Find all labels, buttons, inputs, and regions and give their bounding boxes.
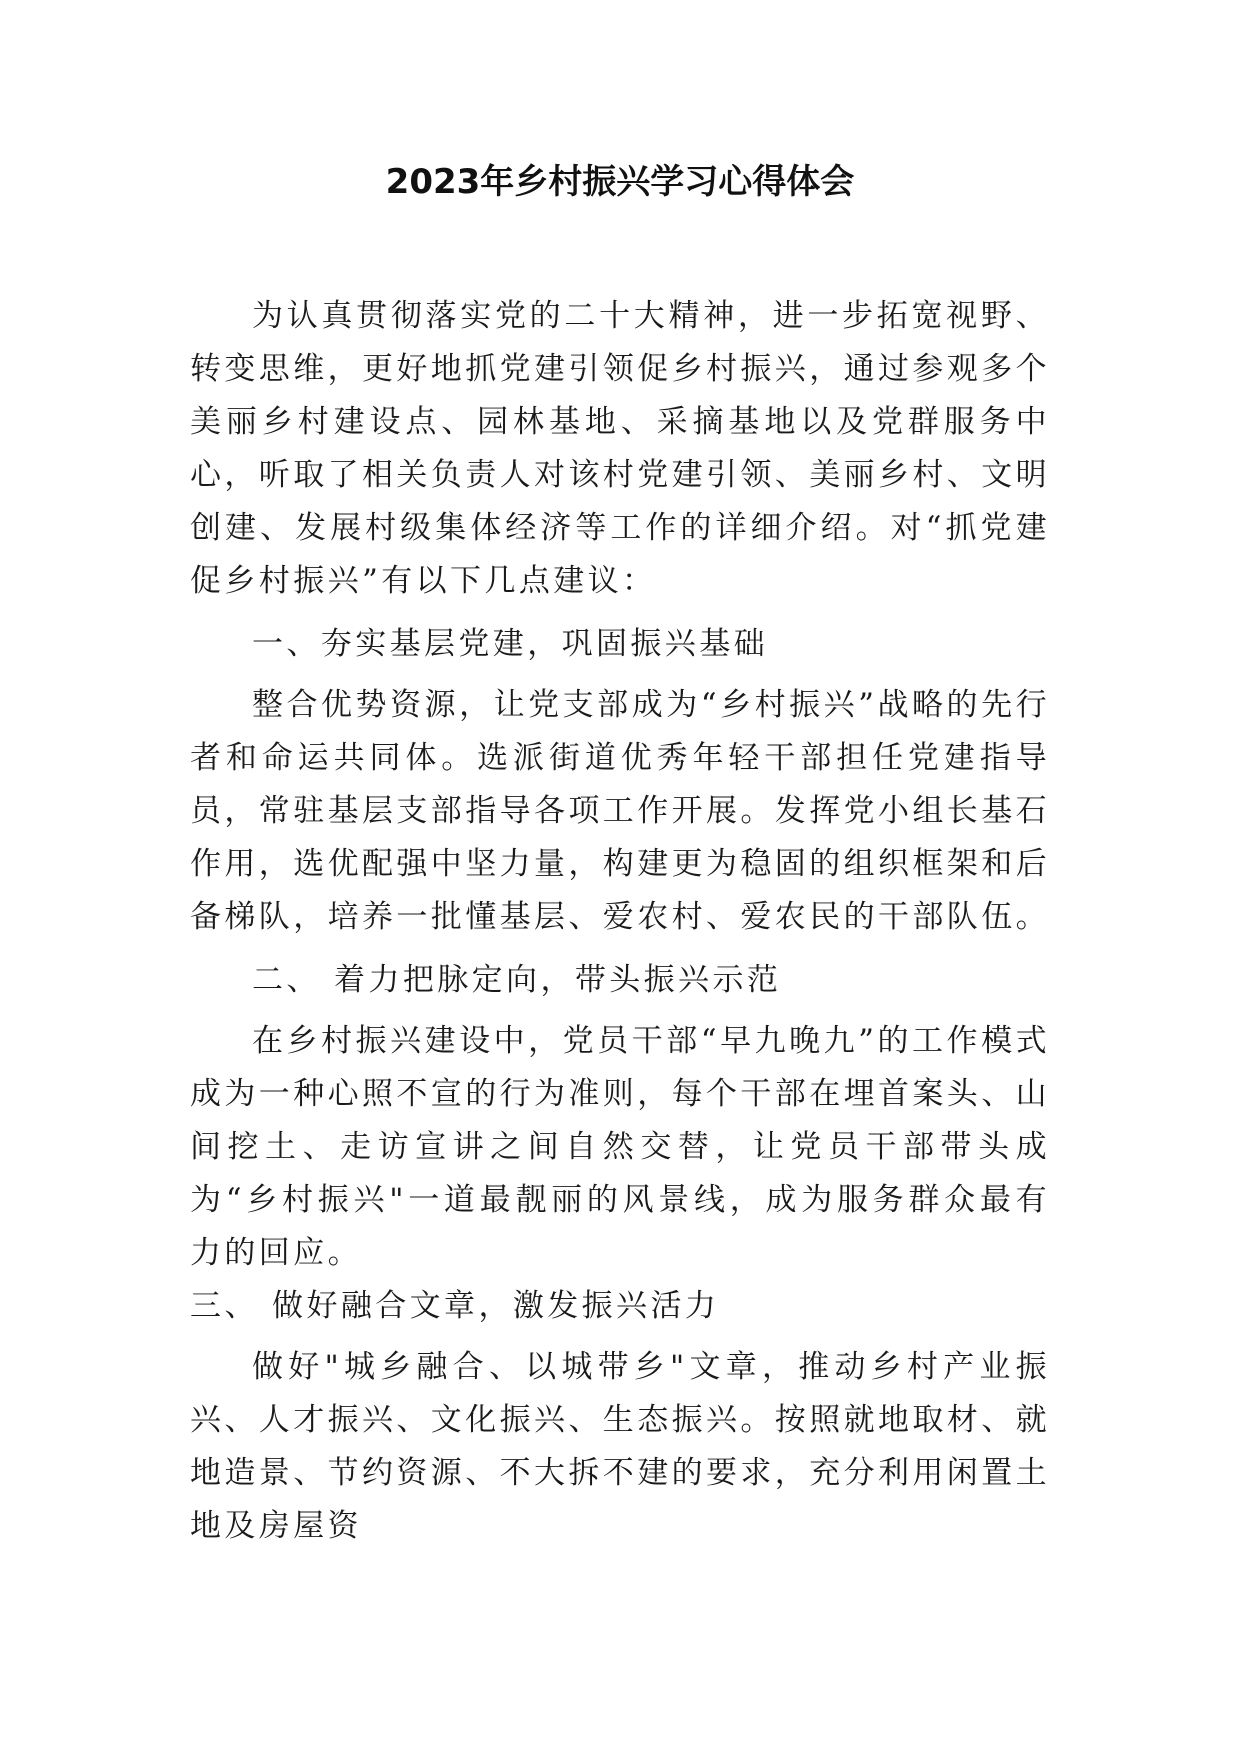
section-heading-2: 二、 着力把脉定向，带头振兴示范: [252, 962, 782, 998]
section-heading-1: 一、夯实基层党建，巩固振兴基础: [252, 626, 768, 662]
document-title: 2023年乡村振兴学习心得体会: [385, 162, 855, 202]
section-2-paragraph: 在乡村振兴建设中，党员干部“早九晚九”的工作模式成为一种心照不宣的行为准则，每个干部在埋首案头、山间挖土、走访宣讲之间自然交替，让党员干部带头成为“乡村振兴"一道最靓丽的风景线，成为服务群众最有力的回应。: [190, 1023, 1050, 1271]
intro-paragraph: 为认真贯彻落实党的二十大精神，进一步拓宽视野、转变思维，更好地抓党建引领促乡村振兴，通过参观多个美丽乡村建设点、园林基地、采摘基地以及党群服务中心，听取了相关负责人对该村党建引领、美丽乡村、文明创建、发展村级集体经济等工作的详细介绍。对“抓党建促乡村振兴”有以下几点建议：: [190, 298, 1050, 599]
document-body: [190, 290, 1050, 1553]
section-1-paragraph: 整合优势资源，让党支部成为“乡村振兴”战略的先行者和命运共同体。选派街道优秀年轻干部担任党建指导员，常驻基层支部指导各项工作开展。发挥党小组长基石作用，选优配强中坚力量，构建更为稳固的组织框架和后备梯队，培养一批懂基层、爱农村、爱农民的干部队伍。: [190, 687, 1050, 935]
section-heading-3: 三、 做好融合文章，激发振兴活力: [190, 1288, 720, 1324]
section-3-paragraph: 做好"城乡融合、以城带乡"文章，推动乡村产业振兴、人才振兴、文化振兴、生态振兴。按照就地取材、就地造景、节约资源、不大拆不建的要求，充分利用闲置土地及房屋资: [190, 1349, 1050, 1544]
